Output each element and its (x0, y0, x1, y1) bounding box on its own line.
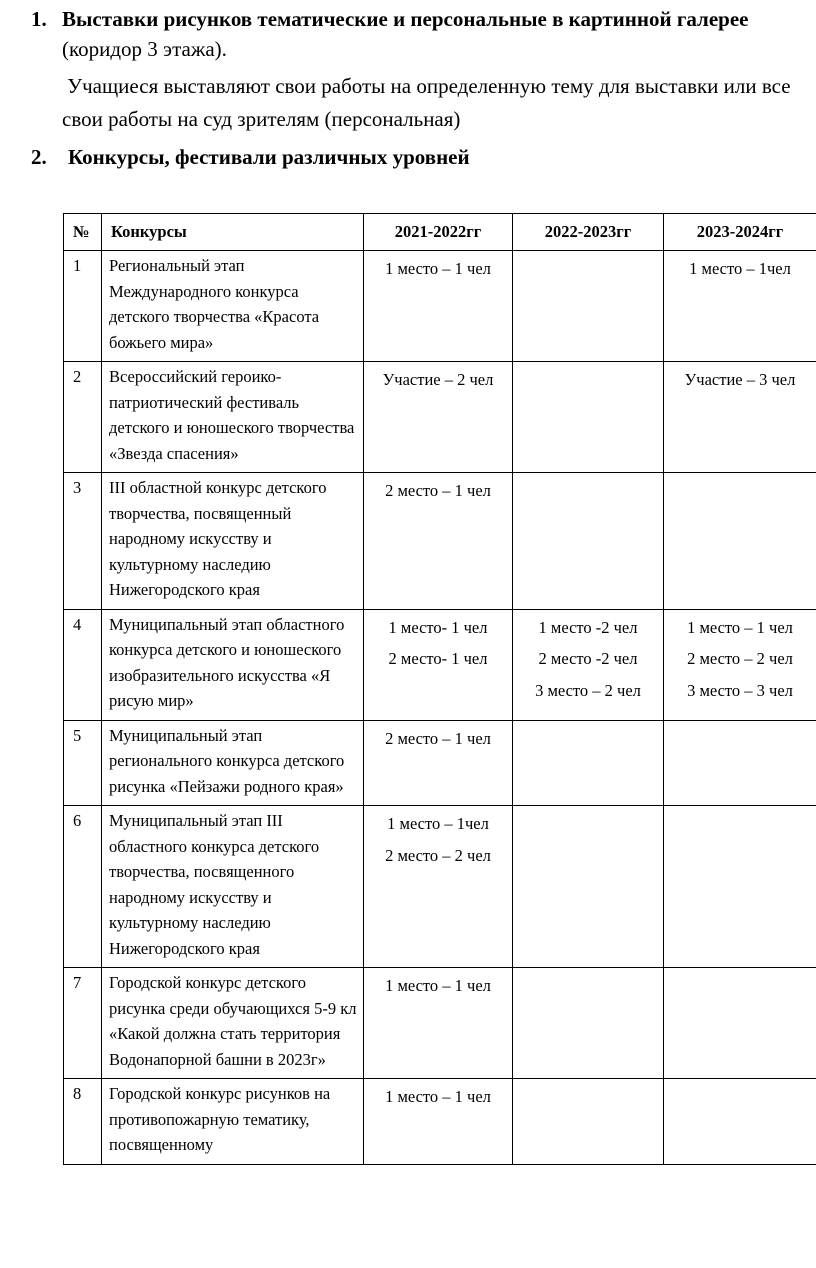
result-line: 1 место – 1 чел (687, 617, 793, 637)
contest-name: Муниципальный этап областного конкурса детского и юношеского изобразительного искусства «Я рисую мир» (102, 609, 364, 720)
contest-name: Всероссийский героико-патриотический фестиваль детского и юношеского творчества «Звезда спасения» (102, 362, 364, 473)
header-contests: Конкурсы (102, 214, 364, 251)
result-line: 2 место – 2 чел (385, 845, 491, 865)
contest-name: III областной конкурс детского творчества, посвященный народному искусству и культурному наследию Нижегородского края (102, 473, 364, 610)
result-line: 2 место- 1 чел (388, 649, 488, 668)
contest-name: Городской конкурс детского рисунка среди обучающихся 5-9 кл «Какой должна стать территория Водонапорной башни в 2023г» (102, 968, 364, 1079)
result-year-2 (513, 473, 664, 610)
result-year-3 (664, 362, 816, 473)
header-year-3: 2023-2024гг (664, 214, 816, 251)
row-number: 3 (64, 473, 102, 610)
heading-rest-text: (коридор 3 этажа). (62, 37, 227, 61)
result-line: 1 место – 1 чел (385, 1087, 491, 1106)
table-body (64, 251, 816, 1165)
row-number: 6 (64, 806, 102, 968)
result-line: Участие – 3 чел (684, 370, 796, 389)
result-year-1 (364, 362, 513, 473)
result-year-3 (664, 720, 816, 806)
result-year-2 (513, 720, 664, 806)
list-number: 1. (31, 7, 47, 31)
result-line: 2 место – 2 чел (687, 649, 793, 668)
contests-table (63, 213, 816, 1165)
row-number: 2 (64, 362, 102, 473)
result-line: 3 место – 3 чел (687, 680, 793, 700)
result-line: 1 место -2 чел (538, 617, 638, 637)
result-year-2 (513, 251, 664, 362)
row-number: 4 (64, 609, 102, 720)
result-year-1 (364, 609, 513, 720)
result-year-3 (664, 609, 816, 720)
result-year-2 (513, 968, 664, 1079)
table-row (64, 251, 816, 362)
contest-name: Муниципальный этап III областного конкурса детского творчества, посвященного народному искусству и культурному наследию Нижегородского края (102, 806, 364, 968)
result-line: 1 место- 1 чел (388, 617, 488, 637)
contest-name: Региональный этап Международного конкурса детского творчества «Красота божьего мира» (102, 251, 364, 362)
result-line: 1 место – 1 чел (385, 259, 491, 278)
result-year-1 (364, 720, 513, 806)
result-line: 2 место – 1 чел (385, 728, 491, 748)
result-line: 2 место -2 чел (538, 649, 638, 668)
result-line: Участие – 2 чел (382, 370, 494, 389)
row-number: 8 (64, 1079, 102, 1165)
result-line: 2 место – 1 чел (385, 481, 491, 500)
result-year-2 (513, 1079, 664, 1165)
header-number: № (64, 214, 102, 251)
header-year-2: 2022-2023гг (513, 214, 664, 251)
result-year-3 (664, 473, 816, 610)
contest-name: Городской конкурс рисунков на противопожарную тематику, посвященному (102, 1079, 364, 1165)
heading-bold-text: Выставки рисунков тематические и персональные в картинной галерее (62, 7, 749, 31)
table-row (64, 968, 816, 1079)
row-number: 5 (64, 720, 102, 806)
result-year-1 (364, 1079, 513, 1165)
contest-name: Муниципальный этап регионального конкурса детского рисунка «Пейзажи родного края» (102, 720, 364, 806)
table-row (64, 362, 816, 473)
result-line: 3 место – 2 чел (535, 680, 641, 700)
result-year-3 (664, 1079, 816, 1165)
result-line: 1 место – 1чел (689, 259, 791, 278)
table-row (64, 473, 816, 610)
table-header-row (64, 214, 816, 251)
result-year-1 (364, 968, 513, 1079)
result-year-2 (513, 362, 664, 473)
result-year-1 (364, 473, 513, 610)
table-row (64, 609, 816, 720)
result-year-3 (664, 251, 816, 362)
result-year-2 (513, 806, 664, 968)
description-paragraph: Учащиеся выставляют свои работы на определенную тему для выставки или все свои работы на суд зрителям (персональная) (62, 74, 791, 131)
list-number: 2. (31, 145, 47, 169)
result-line: 1 место – 1 чел (385, 976, 491, 995)
table-row (64, 720, 816, 806)
result-line: 1 место – 1чел (387, 814, 489, 833)
header-year-1: 2021-2022гг (364, 214, 513, 251)
result-year-2 (513, 609, 664, 720)
result-year-3 (664, 806, 816, 968)
list-item-text (62, 4, 797, 64)
result-year-1 (364, 251, 513, 362)
table-row (64, 1079, 816, 1165)
result-year-3 (664, 968, 816, 1079)
section-heading: Конкурсы, фестивали различных уровней (68, 145, 470, 169)
result-year-1 (364, 806, 513, 968)
table-row (64, 806, 816, 968)
row-number: 1 (64, 251, 102, 362)
row-number: 7 (64, 968, 102, 1079)
